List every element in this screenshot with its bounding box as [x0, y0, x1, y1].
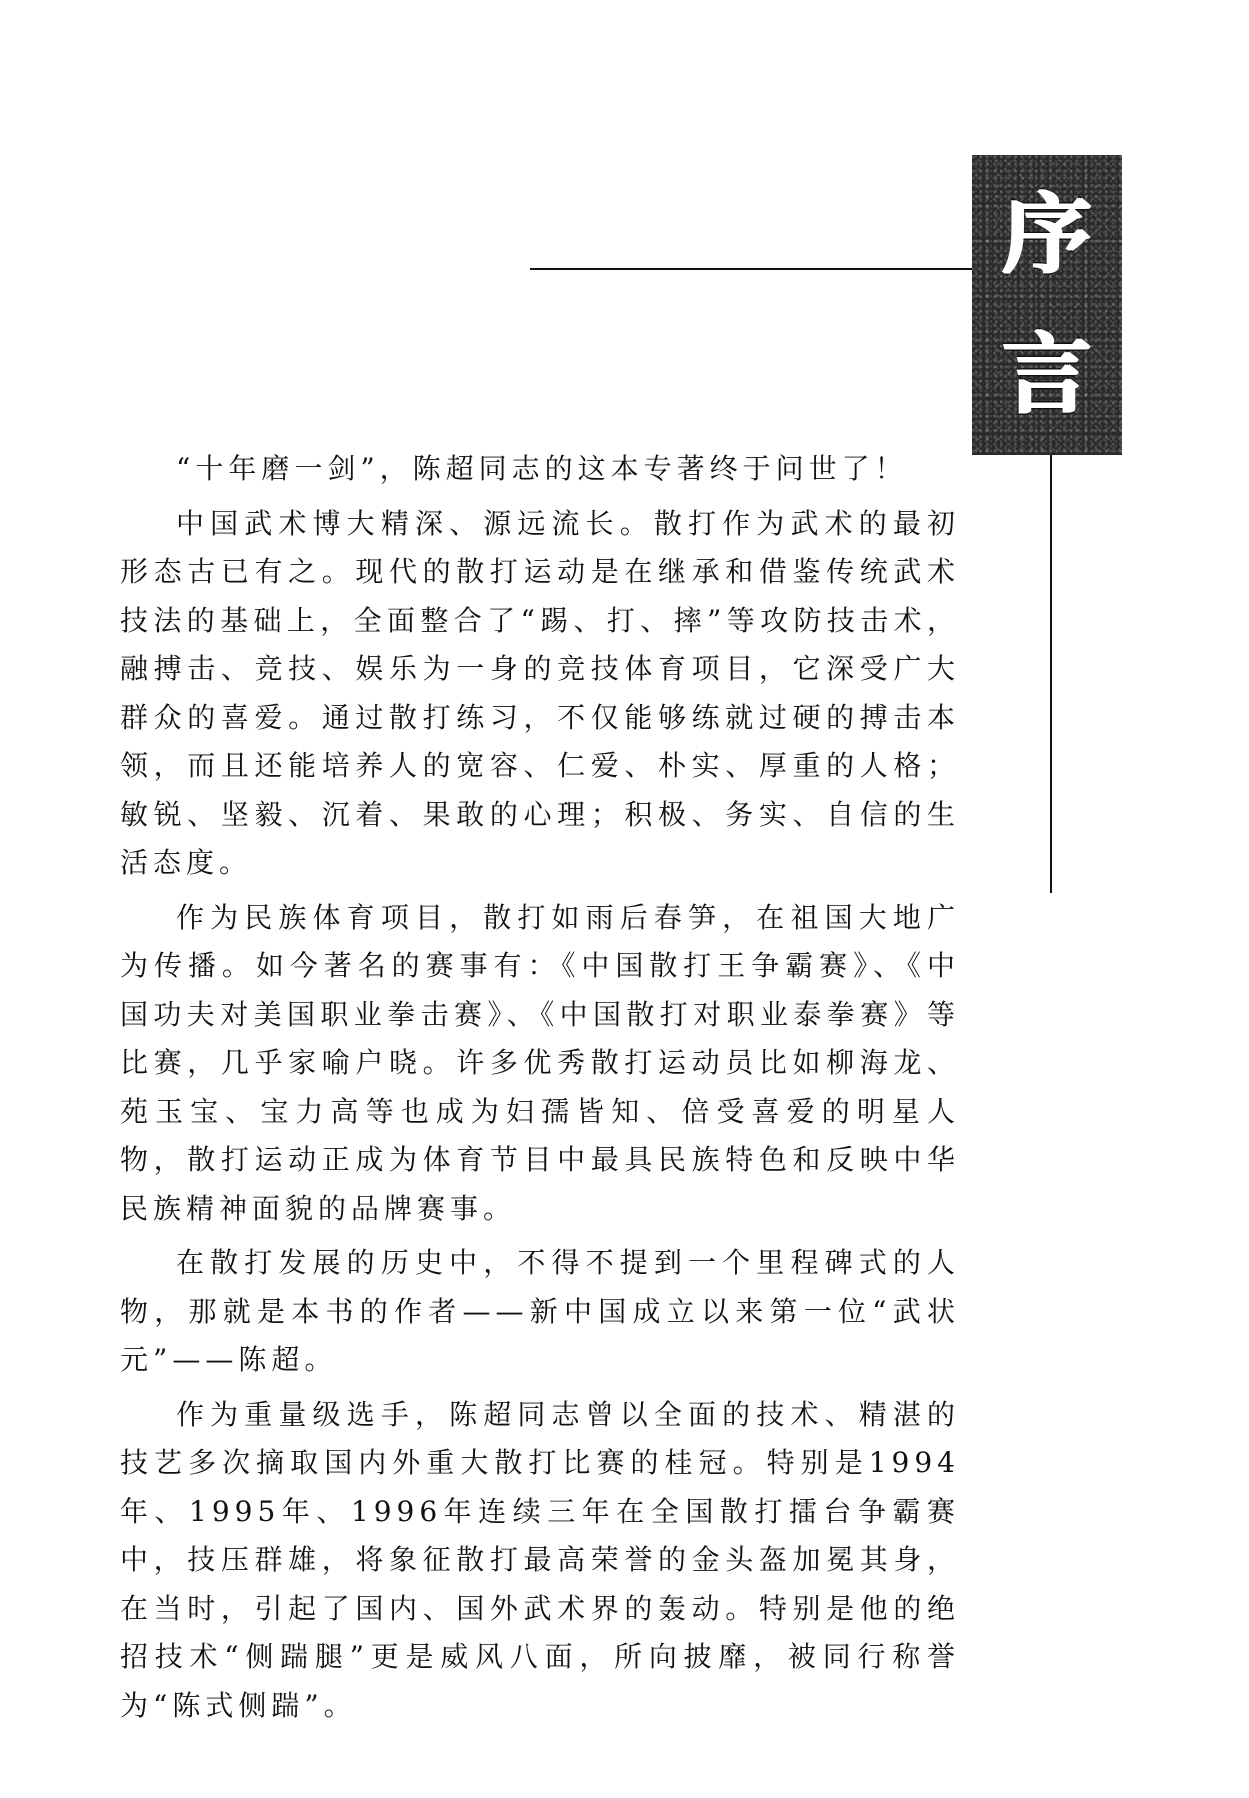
preface-body — [120, 445, 960, 1730]
title-char-xu: 序 — [1002, 183, 1091, 286]
paragraph-national-sport: 作为民族体育项目，散打如雨后春笋，在祖国大地广为传播。如今著名的赛事有：《中国散打王争霸赛》、《中国功夫对美国职业拳击赛》、《中国散打对职业泰拳赛》等比赛，几乎家喻户晓。许多优秀散打运动员比如柳海龙、苑玉宝、宝力高等也成为妇孺皆知、倍受喜爱的明星人物，散打运动正成为体育节目中最具民族特色和反映中华民族精神面貌的品牌赛事。 — [120, 900, 960, 1225]
paragraph-martial-arts: 中国武术博大精深、源远流长。散打作为武术的最初形态古已有之。现代的散打运动是在继承和借鉴传统武术技法的基础上，全面整合了“踢、打、摔”等攻防技击术，融搏击、竞技、娱乐为一身的竞技体育项目，它深受广大群众的喜爱。通过散打练习，不仅能够练就过硬的搏击本领，而且还能培养人的宽容、仁爱、朴实、厚重的人格；敏锐、坚毅、沉着、果敢的心理；积极、务实、自信的生活态度。 — [120, 506, 960, 879]
horizontal-rule — [530, 268, 972, 270]
paragraph-milestone: 在散打发展的历史中，不得不提到一个里程碑式的人物，那就是本书的作者——新中国成立以来第一位“武状元”——陈超。 — [120, 1246, 960, 1376]
paragraph-opening: “十年磨一剑”，陈超同志的这本专著终于问世了！ — [176, 452, 908, 485]
paragraph-achievements: 作为重量级选手，陈超同志曾以全面的技术、精湛的技艺多次摘取国内外重大散打比赛的桂冠。特别是1994年、1995年、1996年连续三年在全国散打擂台争霸赛中，技压群雄，将象征散打最高荣誉的金头盔加冕其身，在当时，引起了国内、国外武术界的轰动。特别是他的绝招技术“侧踹腿”更是威风八面，所向披靡，被同行称誉为“陈式侧踹”。 — [120, 1397, 960, 1722]
vertical-rule — [1050, 455, 1052, 893]
title-char-yan: 言 — [1002, 323, 1091, 426]
title-block — [972, 155, 1122, 455]
